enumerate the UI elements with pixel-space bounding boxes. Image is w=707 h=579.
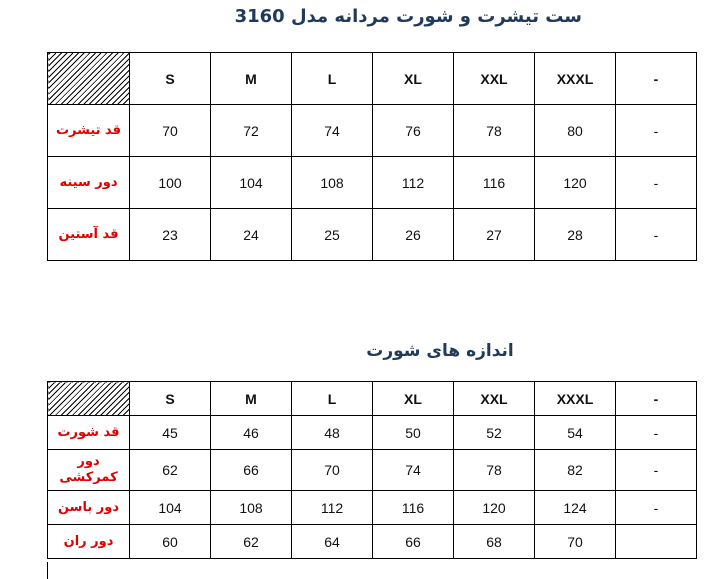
table-cell: 27 [454,209,535,261]
table-cell: 104 [211,157,292,209]
header-cell: M [211,53,292,105]
table-cell: 108 [211,491,292,525]
table-cell: 52 [454,416,535,450]
table-row [48,416,697,450]
table-cell: 78 [454,450,535,491]
table-cell: 28 [535,209,616,261]
shorts-table-title: اندازه های شورت [366,341,514,361]
table-cell: 112 [292,491,373,525]
table-cell: - [616,416,697,450]
table-cell: 62 [211,525,292,559]
row-label: قد شورت [48,416,130,450]
table-cell: 26 [373,209,454,261]
header-cell: XL [373,382,454,416]
table-header-row [48,382,697,416]
table-cell: 48 [292,416,373,450]
table-cell: 45 [130,416,211,450]
header-cell: XXL [454,382,535,416]
table-cell: 120 [454,491,535,525]
header-cell: S [130,53,211,105]
table-cell: 116 [454,157,535,209]
table-row [48,105,697,157]
table-row [48,450,697,491]
header-cell: L [292,382,373,416]
table-cell: 116 [373,491,454,525]
table-cell: 25 [292,209,373,261]
header-cell: - [616,53,697,105]
table-cell: 46 [211,416,292,450]
table-cell: - [616,450,697,491]
table-cell: 68 [454,525,535,559]
table-cell: 112 [373,157,454,209]
header-cell: XXXL [535,53,616,105]
table-cell: 74 [292,105,373,157]
table-cell [616,525,697,559]
hatched-corner-cell [48,382,130,416]
table-cell: 60 [130,525,211,559]
table-cell: - [616,105,697,157]
table-cell: - [616,491,697,525]
table-row [48,525,697,559]
row-label: قد تیشرت [48,105,130,157]
row-label: دور باسن [48,491,130,525]
header-cell: L [292,53,373,105]
header-cell: - [616,382,697,416]
table-cell: 70 [292,450,373,491]
hatched-corner-cell [48,53,130,105]
header-cell: S [130,382,211,416]
table-cell: 54 [535,416,616,450]
table-cell: - [616,209,697,261]
table-cell: 100 [130,157,211,209]
table-cell: 66 [211,450,292,491]
table-row [48,157,697,209]
table-cell: 120 [535,157,616,209]
table-cell: - [616,157,697,209]
table-cell: 82 [535,450,616,491]
header-cell: XL [373,53,454,105]
table-header-row [48,53,697,105]
table-cell: 76 [373,105,454,157]
table-border-stub [47,562,48,579]
table-cell: 64 [292,525,373,559]
tshirt-table-title: ست تیشرت و شورت مردانه مدل 3160 [234,6,582,27]
table-cell: 23 [130,209,211,261]
row-label: دور کمرکشی [48,450,130,491]
table-row [48,209,697,261]
shorts-size-table [47,381,697,559]
table-cell: 70 [130,105,211,157]
table-cell: 70 [535,525,616,559]
table-cell: 66 [373,525,454,559]
table-cell: 24 [211,209,292,261]
table-cell: 78 [454,105,535,157]
table-cell: 80 [535,105,616,157]
table-row [48,491,697,525]
table-cell: 124 [535,491,616,525]
header-cell: XXL [454,53,535,105]
table-cell: 108 [292,157,373,209]
table-cell: 50 [373,416,454,450]
table-cell: 104 [130,491,211,525]
tshirt-size-table [47,52,697,261]
table-cell: 74 [373,450,454,491]
table-cell: 62 [130,450,211,491]
header-cell: M [211,382,292,416]
row-label: دور سینه [48,157,130,209]
table-cell: 72 [211,105,292,157]
header-cell: XXXL [535,382,616,416]
row-label: دور ران [48,525,130,559]
row-label: قد آستین [48,209,130,261]
